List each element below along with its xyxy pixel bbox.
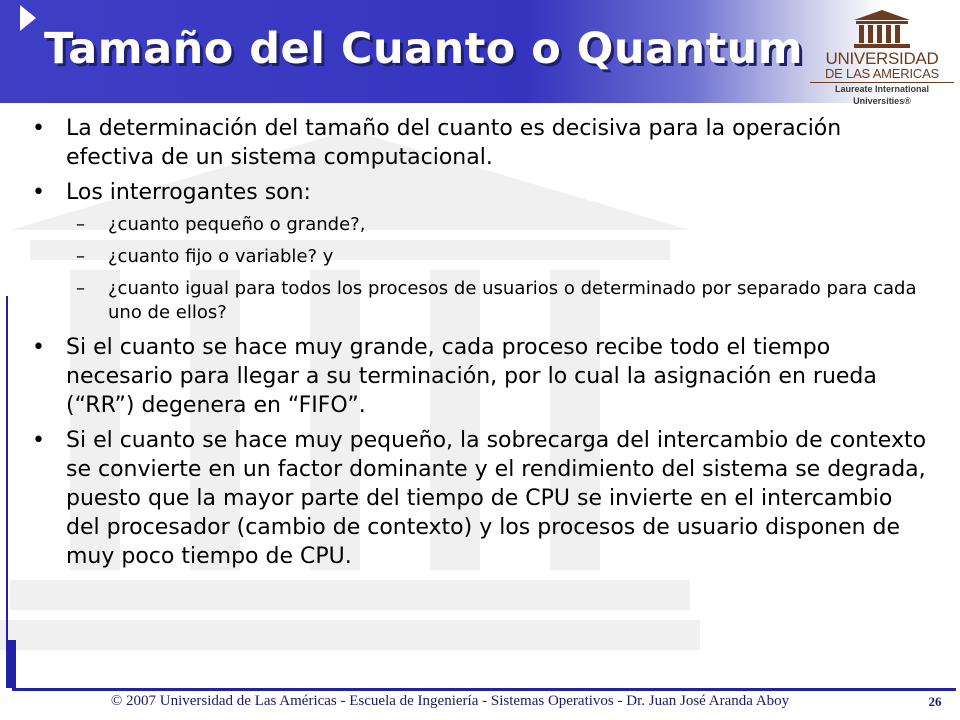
- left-accent-rule: [6, 296, 8, 641]
- bullet-item: [30, 333, 930, 420]
- subbullet-text: ¿cuanto igual para todos los procesos de usuarios o determinado por separado para cada uno de ellos?: [108, 278, 917, 323]
- page-number: 26: [928, 694, 942, 709]
- bullet-text: Los interrogantes son:: [66, 180, 311, 205]
- bullet-text: Si el cuanto se hace muy pequeño, la sobrecarga del intercambio de contexto se convierte en un factor dominante y el rendimiento del sistema se degrada, puesto que la mayor parte del tiempo de CPU se invierte en el intercambio del procesador (cambio de contexto) y los procesos de usuario disponen de muy poco tiempo de CPU.: [66, 428, 927, 569]
- subbullet-item: [30, 245, 930, 269]
- subbullet-dash: –: [76, 214, 85, 235]
- play-arrow-icon[interactable]: [20, 5, 36, 31]
- subbullet-dash: –: [76, 278, 85, 299]
- bullet-dot: •: [32, 428, 45, 453]
- left-accent-block: [6, 640, 16, 688]
- footer-rule: [12, 688, 956, 691]
- slide-title: Tamaño del Cuanto o Quantum: [44, 24, 804, 74]
- subbullet-text: ¿cuanto pequeño o grande?,: [108, 214, 366, 235]
- subbullet-text: ¿cuanto fijo o variable? y: [108, 246, 334, 267]
- bullet-text: Si el cuanto se hace muy grande, cada proceso recibe todo el tiempo necesario para llegar a su terminación, por lo cual la asignación en rueda (“RR”) degenera en “FIFO”.: [66, 335, 877, 418]
- logo-text-line3: Laureate International Universities®: [810, 82, 954, 107]
- subbullet-item: [30, 213, 930, 237]
- bullet-dot: •: [32, 180, 45, 205]
- bullet-item: [30, 178, 930, 207]
- bullet-text: La determinación del tamaño del cuanto es decisiva para la operación efectiva de un sistema computacional.: [66, 116, 842, 170]
- bullet-dot: •: [32, 335, 45, 360]
- subbullet-dash: –: [76, 246, 85, 267]
- columns-building-icon: [850, 8, 914, 50]
- bullet-item: [30, 426, 930, 571]
- university-logo: [808, 8, 956, 106]
- slide-body: [30, 114, 930, 577]
- footer-text: © 2007 Universidad de Las Américas - Escuela de Ingeniería - Sistemas Operativos - Dr. Juan José Aranda Aboy: [110, 693, 790, 709]
- bullet-dot: •: [32, 116, 45, 141]
- subbullet-item: [30, 277, 930, 325]
- logo-text-line2: DE LAS AMERICAS: [824, 66, 940, 81]
- bullet-item: [30, 114, 930, 172]
- logo-text-line1: UNIVERSIDAD: [825, 49, 939, 68]
